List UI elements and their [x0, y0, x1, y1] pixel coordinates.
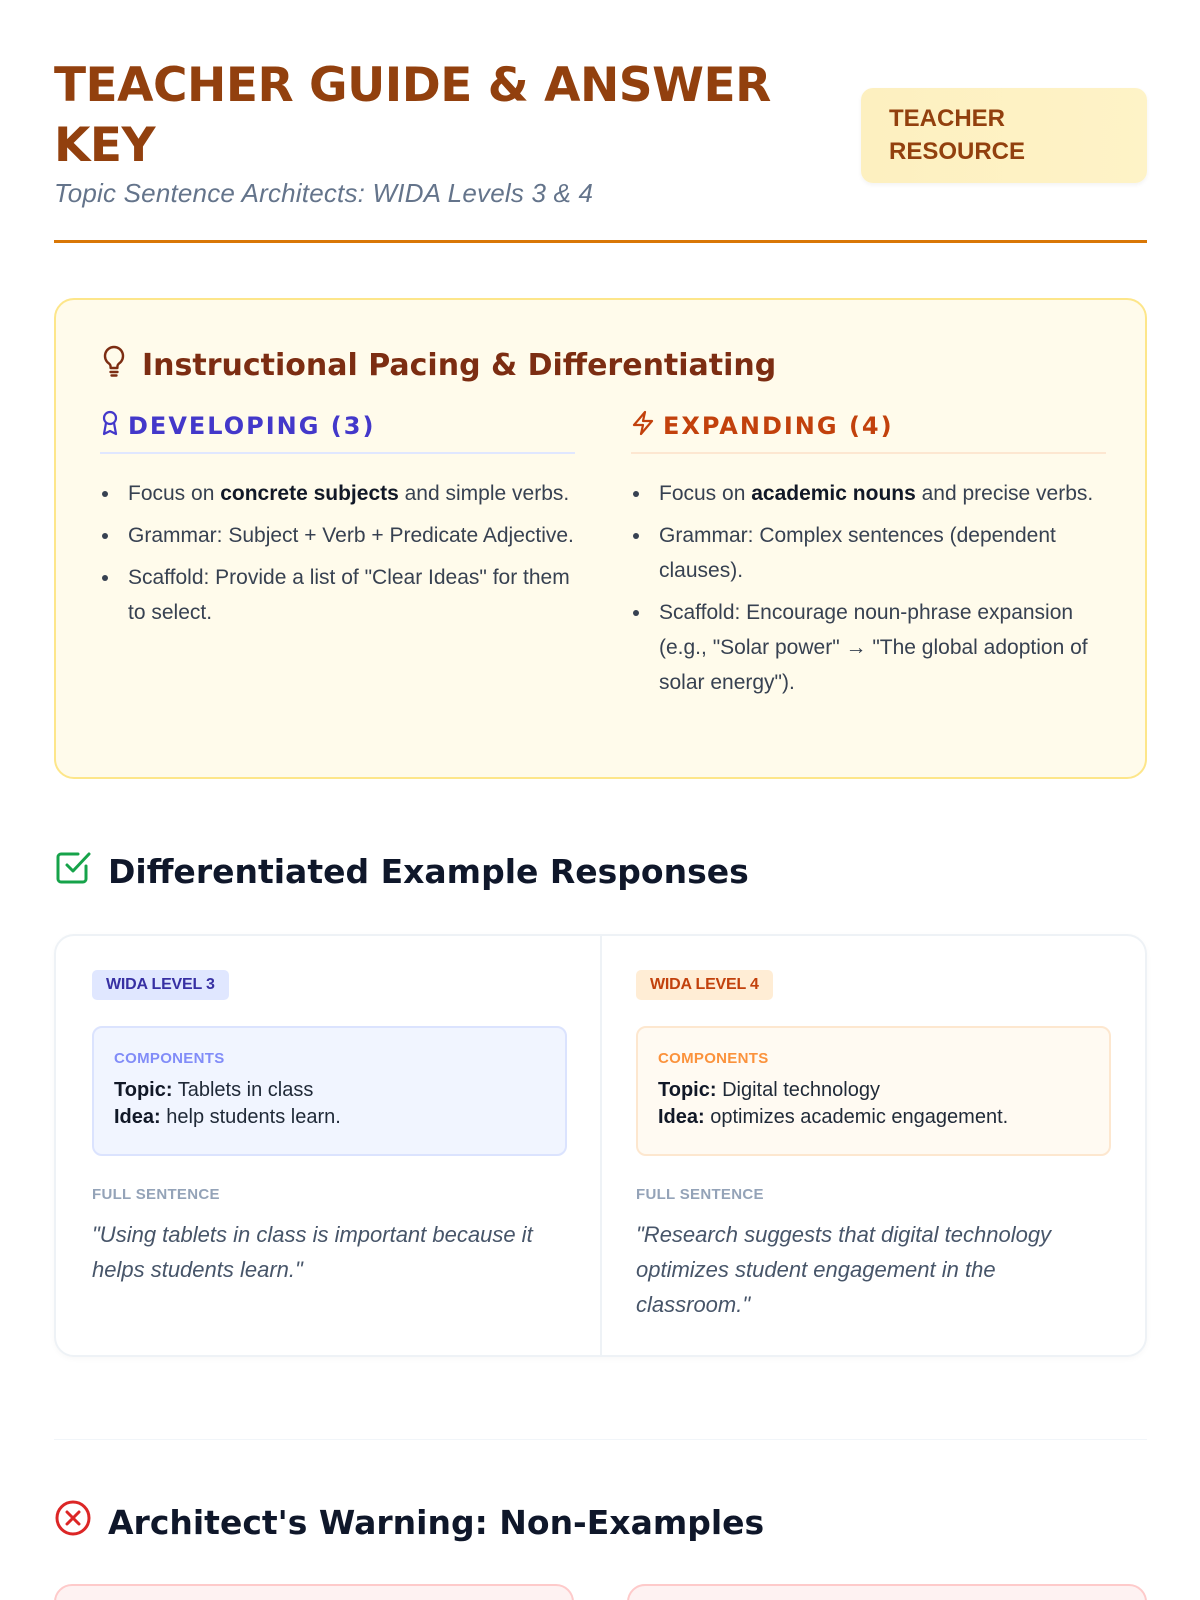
- components-box: [636, 1026, 1111, 1156]
- pacing-card: [54, 298, 1147, 779]
- page-subtitle: Topic Sentence Architects: WIDA Levels 3 & 4: [54, 178, 594, 208]
- examples-title: Differentiated Example Responses: [108, 851, 749, 891]
- header-divider: [54, 240, 1147, 243]
- level-4-example: [636, 970, 1111, 1322]
- developing-heading: [100, 410, 575, 454]
- lightbulb-icon: [100, 344, 128, 386]
- column-divider: [600, 936, 602, 1355]
- warning-title: Architect's Warning: Non-Examples: [108, 1502, 765, 1542]
- examples-heading: [54, 848, 749, 894]
- page-title: TEACHER GUIDE & ANSWER KEY: [54, 58, 771, 173]
- developing-list: [100, 476, 575, 630]
- list-item: Grammar: Complex sentences (dependent clauses).: [631, 518, 1106, 588]
- ribbon-icon: [100, 410, 120, 442]
- checkbox-icon: [54, 848, 92, 894]
- topic-line: Topic: Digital technology: [658, 1079, 880, 1101]
- non-example-card: [627, 1584, 1147, 1600]
- list-item: Scaffold: Encourage noun-phrase expansion (e.g., "Solar power" → "The global adoption of solar energy").: [631, 595, 1106, 700]
- full-sentence: "Using tablets in class is important because it helps students learn.": [92, 1222, 533, 1282]
- list-item: Grammar: Subject + Verb + Predicate Adjective.: [100, 518, 575, 553]
- expanding-column: [631, 410, 1106, 707]
- topic-line: Topic: Tablets in class: [114, 1079, 314, 1101]
- non-example-card: [54, 1584, 574, 1600]
- list-item: Focus on concrete subjects and simple verbs.: [100, 476, 575, 511]
- pacing-heading: [100, 344, 776, 386]
- level-4-badge: WIDA LEVEL 4: [636, 970, 773, 1000]
- list-item: Scaffold: Provide a list of "Clear Ideas" for them to select.: [100, 560, 575, 630]
- components-label: COMPONENTS: [114, 1050, 225, 1067]
- developing-label: DEVELOPING (3): [128, 412, 376, 440]
- teacher-resource-badge: TEACHER RESOURCE: [861, 88, 1147, 183]
- full-sentence: "Research suggests that digital technology optimizes student engagement in the classroom.": [636, 1222, 1052, 1317]
- level-3-badge: WIDA LEVEL 3: [92, 970, 229, 1000]
- full-sentence-label: FULL SENTENCE: [636, 1186, 764, 1203]
- expanding-heading: [631, 410, 1106, 454]
- x-circle-icon: [54, 1499, 92, 1545]
- section-divider: [54, 1439, 1147, 1440]
- developing-column: [100, 410, 575, 637]
- list-item: Focus on academic nouns and precise verbs.: [631, 476, 1106, 511]
- full-sentence-label: FULL SENTENCE: [92, 1186, 220, 1203]
- expanding-label: EXPANDING (4): [663, 412, 894, 440]
- warning-heading: [54, 1499, 764, 1545]
- idea-line: Idea: optimizes academic engagement.: [658, 1106, 1009, 1128]
- lightning-icon: [631, 410, 655, 442]
- idea-line: Idea: help students learn.: [114, 1106, 341, 1128]
- expanding-list: [631, 476, 1106, 700]
- pacing-title: Instructional Pacing & Differentiating: [142, 347, 777, 383]
- components-label: COMPONENTS: [658, 1050, 769, 1067]
- level-3-example: [92, 970, 567, 1287]
- components-box: [92, 1026, 567, 1156]
- examples-card: [54, 934, 1147, 1357]
- page-header: [54, 56, 1147, 209]
